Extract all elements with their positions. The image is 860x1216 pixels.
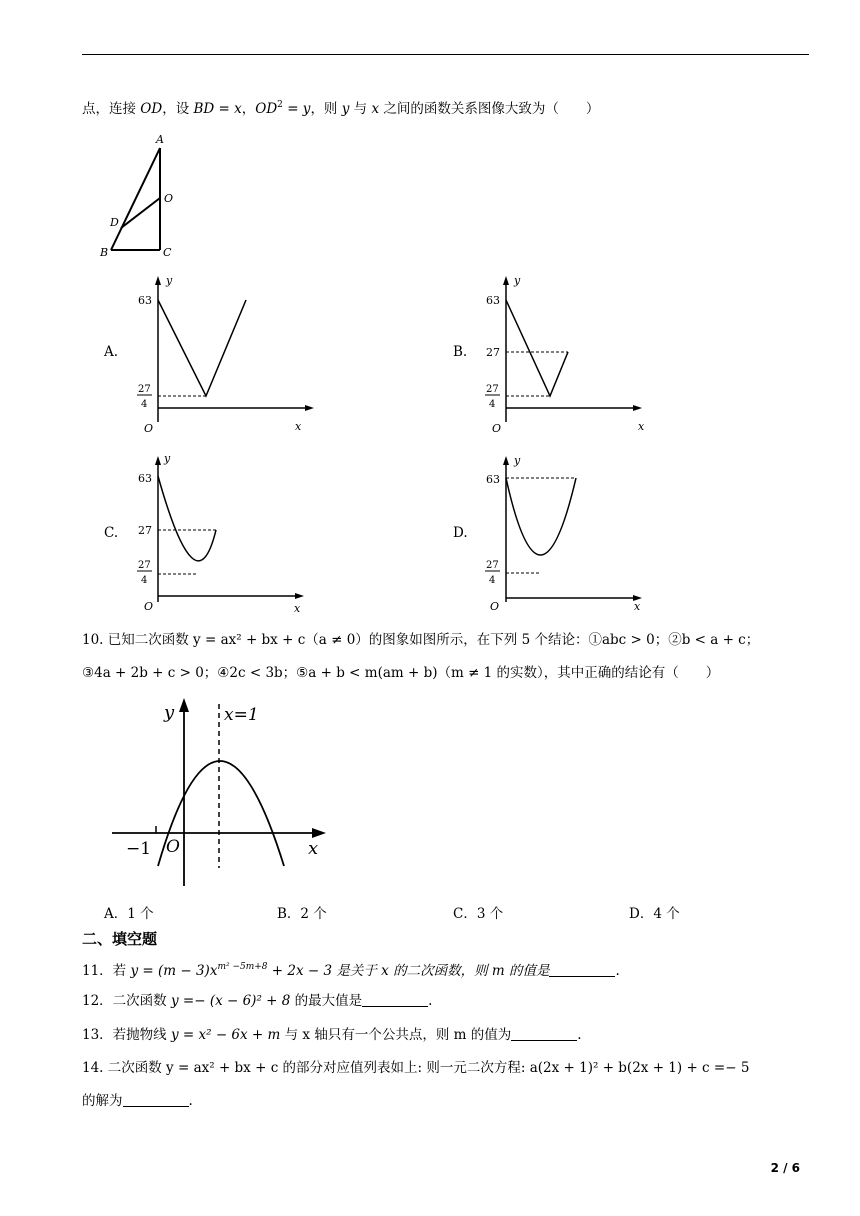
q14-end: . <box>188 1093 193 1109</box>
q14-pre: 的解为 <box>82 1093 123 1109</box>
origin-label: O <box>144 600 154 613</box>
q13-expr: y = x² − 6x + m <box>170 1027 281 1043</box>
q12-end: . <box>428 993 433 1009</box>
q13-end: . <box>577 1027 582 1043</box>
x-label: x <box>638 420 645 433</box>
q12-expr: y =− (x − 6)² + 8 <box>170 993 291 1009</box>
value-63: 63 <box>486 473 500 486</box>
q9-y: y <box>341 101 350 117</box>
option-a-label: A. <box>104 344 119 360</box>
label-o: O <box>164 192 174 205</box>
frac-num: 27 <box>138 384 151 395</box>
q9-bdx: BD = x <box>193 101 242 117</box>
q10-option-c: C．3 个 <box>453 906 504 922</box>
q9-t5: 与 <box>349 101 372 117</box>
parabola-graph <box>108 696 333 888</box>
option-d-label: D. <box>453 525 468 541</box>
q12-post: 的最大值是 <box>290 993 363 1009</box>
q9-eqy: = y <box>282 101 311 117</box>
section-heading: 二、填空题 <box>82 930 158 948</box>
symmetry-axis-label: x=1 <box>224 705 259 725</box>
y-label: y <box>514 274 521 287</box>
value-27: 27 <box>486 346 500 359</box>
graph-b <box>478 272 668 437</box>
q10-line1: 10. 已知二次函数 y = ax² + bx + c（a ≠ 0）的图象如图所示，在下列 5 个结论：①abc > 0；②b < a + c； <box>82 632 760 648</box>
q9-od: OD <box>140 101 163 117</box>
x-axis-label: x <box>308 838 319 859</box>
label-d: D <box>110 216 119 229</box>
graph-a <box>130 272 320 437</box>
frac-den: 4 <box>141 575 148 586</box>
graph-c <box>130 452 320 617</box>
option-b-label: B. <box>453 344 468 360</box>
q9-t1: 点，连接 <box>82 101 141 117</box>
q9-t6: 之间的函数关系图像大致为（ ） <box>379 101 600 117</box>
label-b: B <box>100 246 109 259</box>
origin-label: O <box>166 837 180 857</box>
q10-option-b: B．2 个 <box>277 906 327 922</box>
option-c-label: C. <box>104 525 119 541</box>
x-label: x <box>295 420 302 433</box>
q11-end: . <box>615 963 620 979</box>
q11 <box>82 957 620 981</box>
q13-blank[interactable] <box>511 1028 577 1041</box>
q11-exp: m² −5m+8 <box>217 962 268 972</box>
origin-label: O <box>492 422 502 435</box>
value-27: 27 <box>138 524 152 537</box>
q11-pre: 11．若 <box>82 963 131 979</box>
neg-one-label: −1 <box>126 839 152 859</box>
q9-t4: ，则 <box>310 101 342 117</box>
y-label: y <box>166 274 173 287</box>
frac-den: 4 <box>489 575 496 586</box>
value-63: 63 <box>138 294 152 307</box>
q9-text <box>82 95 599 119</box>
label-a: A <box>156 133 164 146</box>
q14-line2 <box>82 1091 193 1111</box>
y-label: y <box>514 454 521 467</box>
origin-label: O <box>490 600 500 613</box>
triangle-figure <box>96 128 186 263</box>
q11-expr: y = (m − 3)x <box>130 963 218 979</box>
frac-num: 27 <box>486 560 499 571</box>
frac-num: 27 <box>486 384 499 395</box>
frac-num: 27 <box>138 560 151 571</box>
label-c: C <box>163 246 172 259</box>
q13 <box>82 1025 582 1045</box>
value-63: 63 <box>486 294 500 307</box>
q10-option-d: D．4 个 <box>629 906 680 922</box>
q13-post: 与 x 轴只有一个公共点，则 m 的值为 <box>280 1027 512 1043</box>
q9-t2: ，设 <box>162 101 194 117</box>
q9-t3: ， <box>241 101 256 117</box>
value-63: 63 <box>138 472 152 485</box>
x-label: x <box>634 600 641 613</box>
graph-d <box>478 452 668 617</box>
y-axis-label: y <box>164 702 175 723</box>
q14-line1: 14. 二次函数 y = ax² + bx + c 的部分对应值列表如上: 则一元二次方程: a(2x + 1)² + b(2x + 1) + c =− 5 <box>82 1060 750 1076</box>
y-label: y <box>164 452 171 465</box>
x-label: x <box>294 602 301 615</box>
q9-sq: 2 <box>277 100 283 110</box>
q9-od2: OD <box>255 101 278 117</box>
q11-post: + 2x − 3 是关于 x 的二次函数，则 m 的值是 <box>267 963 550 979</box>
frac-den: 4 <box>141 399 148 410</box>
page-number: 2 / 6 <box>770 1161 800 1175</box>
q12 <box>82 991 432 1011</box>
q10-line2: ③4a + 2b + c > 0；④2c < 3b；⑤a + b < m(am + b)（m ≠ 1 的实数），其中正确的结论有（ ） <box>82 665 720 681</box>
q11-blank[interactable] <box>549 964 615 977</box>
header-rule <box>82 54 809 55</box>
origin-label: O <box>144 422 154 435</box>
q9-x: x <box>371 101 380 117</box>
q12-pre: 12．二次函数 <box>82 993 171 1009</box>
frac-den: 4 <box>489 399 496 410</box>
q14-blank[interactable] <box>123 1094 189 1107</box>
q13-pre: 13．若抛物线 <box>82 1027 171 1043</box>
q10-option-a: A．1 个 <box>104 906 154 922</box>
q12-blank[interactable] <box>362 994 428 1007</box>
